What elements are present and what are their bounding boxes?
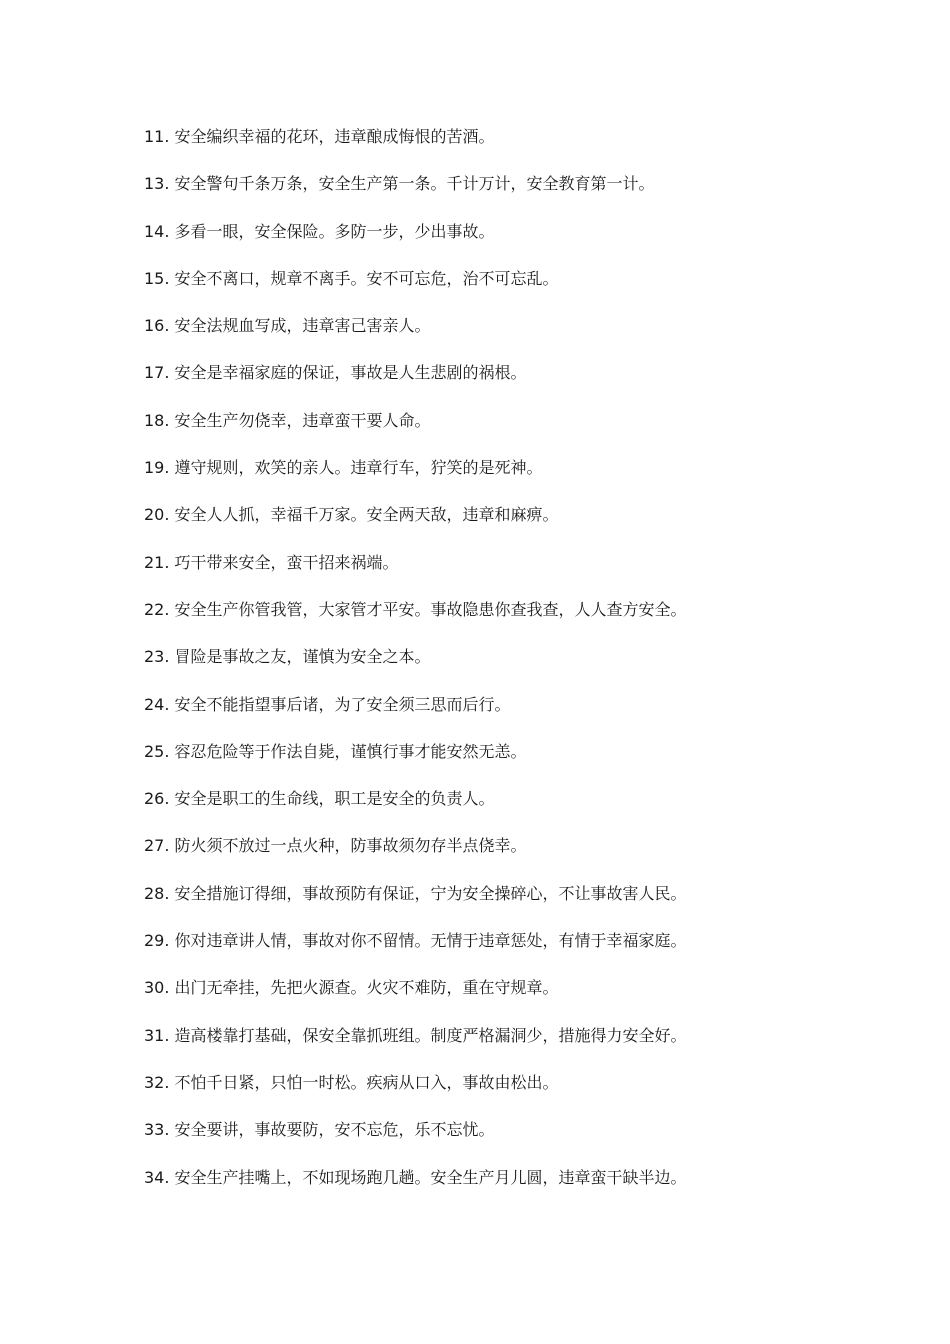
list-item: 33. 安全要讲，事故要防，安不忘危，乐不忘忧。 bbox=[144, 1120, 495, 1140]
list-item: 23. 冒险是事故之友，谨慎为安全之本。 bbox=[144, 647, 431, 667]
list-item: 11. 安全编织幸福的花环，违章酿成悔恨的苦酒。 bbox=[144, 127, 495, 146]
list-item: 24. 安全不能指望事后诸，为了安全须三思而后行。 bbox=[144, 694, 511, 714]
list-item: 17. 安全是幸福家庭的保证，事故是人生悲剧的祸根。 bbox=[144, 363, 527, 383]
list-item: 28. 安全措施订得细，事故预防有保证，宁为安全操碎心，不让事故害人民。 bbox=[144, 883, 687, 903]
list-item: 18. 安全生产勿侥幸，违章蛮干要人命。 bbox=[144, 410, 431, 430]
list-item: 19. 遵守规则，欢笑的亲人。违章行车，狞笑的是死神。 bbox=[144, 458, 543, 478]
list-item: 25. 容忍危险等于作法自毙，谨慎行事才能安然无恙。 bbox=[144, 741, 527, 761]
list-item: 22. 安全生产你管我管，大家管才平安。事故隐患你查我查，人人查方安全。 bbox=[144, 599, 687, 619]
list-item: 20. 安全人人抓，幸福千万家。安全两天敌，违章和麻痹。 bbox=[144, 505, 559, 525]
list-item: 29. 你对违章讲人情，事故对你不留情。无情于违章惩处，有情于幸福家庭。 bbox=[144, 931, 687, 951]
list-item: 16. 安全法规血写成，违章害己害亲人。 bbox=[144, 316, 431, 336]
list-item: 32. 不怕千日紧，只怕一时松。疾病从口入，事故由松出。 bbox=[144, 1072, 559, 1092]
list-item: 21. 巧干带来安全，蛮干招来祸端。 bbox=[144, 552, 399, 572]
list-item: 30. 出门无牵挂，先把火源查。火灾不难防，重在守规章。 bbox=[144, 978, 559, 998]
list-item: 34. 安全生产挂嘴上，不如现场跑几趟。安全生产月儿圆，违章蛮干缺半边。 bbox=[144, 1167, 687, 1187]
list-item: 13. 安全警句千条万条，安全生产第一条。千计万计，安全教育第一计。 bbox=[144, 174, 655, 194]
slogan-list bbox=[144, 124, 864, 1212]
list-item: 27. 防火须不放过一点火种，防事故须勿存半点侥幸。 bbox=[144, 836, 527, 856]
list-item: 15. 安全不离口，规章不离手。安不可忘危，治不可忘乱。 bbox=[144, 268, 559, 288]
list-item: 31. 造高楼靠打基础，保安全靠抓班组。制度严格漏洞少，措施得力安全好。 bbox=[144, 1025, 687, 1045]
list-item: 26. 安全是职工的生命线，职工是安全的负责人。 bbox=[144, 789, 495, 809]
list-item: 14. 多看一眼，安全保险。多防一步，少出事故。 bbox=[144, 221, 495, 241]
